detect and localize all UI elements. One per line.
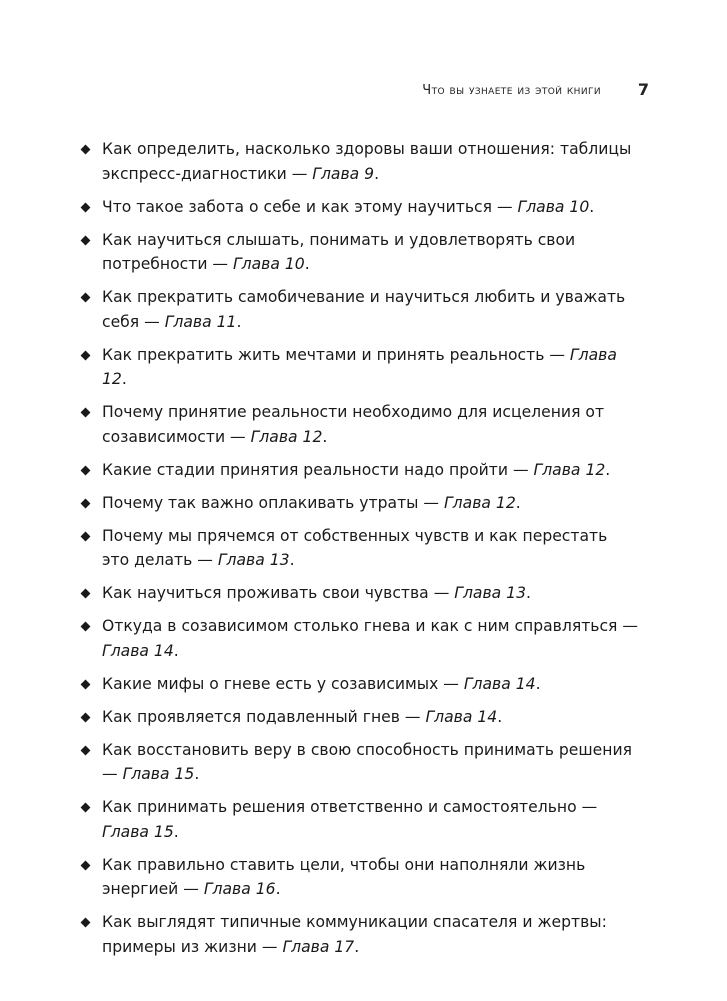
item-text: Как проявляется подавленный гнев — <box>102 707 426 726</box>
chapter-ref: Глава 12 <box>443 493 516 512</box>
list-item <box>78 705 638 730</box>
item-end: . <box>322 427 328 446</box>
item-text: Как определить, насколько здоровы ваши отношения: таблицы экспресс-диагностики — <box>102 140 632 183</box>
chapter-ref: Глава 12 <box>250 427 323 446</box>
item-end: . <box>354 937 360 956</box>
chapter-ref: Глава 14 <box>463 674 536 693</box>
chapter-ref: Глава 10 <box>517 197 590 216</box>
diamond-bullet-icon <box>81 465 91 475</box>
diamond-bullet-icon <box>81 860 91 870</box>
item-text: Как научиться проживать свои чувства — <box>102 584 455 602</box>
chapter-ref: Глава 13 <box>454 584 527 602</box>
item-end: . <box>236 312 242 331</box>
list-item <box>78 614 638 663</box>
item-end: . <box>304 255 310 273</box>
chapter-ref: Глава 13 <box>217 551 290 569</box>
diamond-bullet-icon <box>81 679 91 689</box>
list-item <box>78 491 638 516</box>
chapter-bullet-list <box>78 137 638 968</box>
item-end: . <box>194 765 200 783</box>
diamond-bullet-icon <box>81 745 91 755</box>
page-number: 7 <box>637 80 649 99</box>
item-end: . <box>121 370 127 388</box>
item-end: . <box>374 164 380 183</box>
diamond-bullet-icon <box>81 145 91 155</box>
item-end: . <box>173 641 179 660</box>
diamond-bullet-icon <box>81 918 91 928</box>
item-text: Как правильно ставить цели, чтобы они наполняли жизнь энергией — <box>102 855 586 898</box>
running-head <box>0 80 727 104</box>
chapter-ref: Глава 12 <box>102 345 617 388</box>
item-text: Какие мифы о гневе есть у созависимых — <box>102 674 464 693</box>
item-text: Какие стадии принятия реальности надо пройти — <box>102 460 534 479</box>
list-item <box>78 738 638 787</box>
item-text: Как научиться слышать, понимать и удовлетворять свои потребности — <box>102 230 576 273</box>
chapter-ref: Глава 9 <box>312 164 375 183</box>
chapter-ref: Глава 14 <box>102 641 174 660</box>
item-end: . <box>497 707 503 726</box>
diamond-bullet-icon <box>81 531 91 541</box>
item-end: . <box>173 822 179 841</box>
item-text: Откуда в созависимом столько гнева и как с ним справляться — <box>102 617 638 635</box>
item-end: . <box>289 551 295 569</box>
item-text: Почему мы прячемся от собственных чувств и как перестать это делать — <box>102 526 608 569</box>
item-text: Как принимать решения ответственно и самостоятельно — <box>102 798 598 816</box>
diamond-bullet-icon <box>81 408 91 418</box>
list-item <box>78 228 638 277</box>
list-item <box>78 853 638 902</box>
list-item <box>78 195 638 220</box>
item-end: . <box>515 493 521 512</box>
item-text: Как восстановить веру в свою способность принимать решения — <box>102 740 632 783</box>
diamond-bullet-icon <box>81 803 91 813</box>
diamond-bullet-icon <box>81 202 91 212</box>
list-item <box>78 910 638 959</box>
diamond-bullet-icon <box>81 293 91 303</box>
chapter-ref: Глава 14 <box>425 707 498 726</box>
list-item <box>78 795 638 844</box>
diamond-bullet-icon <box>81 498 91 508</box>
list-item <box>78 672 638 697</box>
list-item <box>78 458 638 483</box>
list-item <box>78 581 638 606</box>
diamond-bullet-icon <box>81 712 91 722</box>
item-text: Почему принятие реальности необходимо для исцеления от созависимости — <box>102 403 605 446</box>
list-item <box>78 285 638 334</box>
list-item <box>78 343 638 392</box>
item-text: Почему так важно оплакивать утраты — <box>102 493 444 512</box>
list-item <box>78 137 638 186</box>
chapter-ref: Глава 15 <box>102 822 174 841</box>
item-end: . <box>605 460 611 479</box>
item-end: . <box>589 197 595 216</box>
item-end: . <box>535 674 541 693</box>
diamond-bullet-icon <box>81 589 91 599</box>
item-text: Как выглядят типичные коммуникации спасателя и жертвы: примеры из жизни — <box>102 913 607 956</box>
item-text: Как прекратить самобичевание и научиться любить и уважать себя — <box>102 288 626 331</box>
diamond-bullet-icon <box>81 622 91 632</box>
chapter-ref: Глава 12 <box>533 460 606 479</box>
list-item <box>78 400 638 449</box>
chapter-ref: Глава 16 <box>203 880 276 898</box>
chapter-ref: Глава 15 <box>122 765 195 783</box>
item-text: Что такое забота о себе и как этому научиться — <box>102 197 518 216</box>
diamond-bullet-icon <box>81 235 91 245</box>
chapter-ref: Глава 10 <box>232 255 305 273</box>
item-end: . <box>275 880 281 898</box>
running-title: Что вы узнаете из этой книги <box>422 83 601 98</box>
item-text: Как прекратить жить мечтами и принять реальность — <box>102 345 570 364</box>
list-item <box>78 524 638 573</box>
item-end: . <box>526 584 531 602</box>
chapter-ref: Глава 11 <box>164 312 237 331</box>
diamond-bullet-icon <box>81 350 91 360</box>
chapter-ref: Глава 17 <box>282 937 355 956</box>
